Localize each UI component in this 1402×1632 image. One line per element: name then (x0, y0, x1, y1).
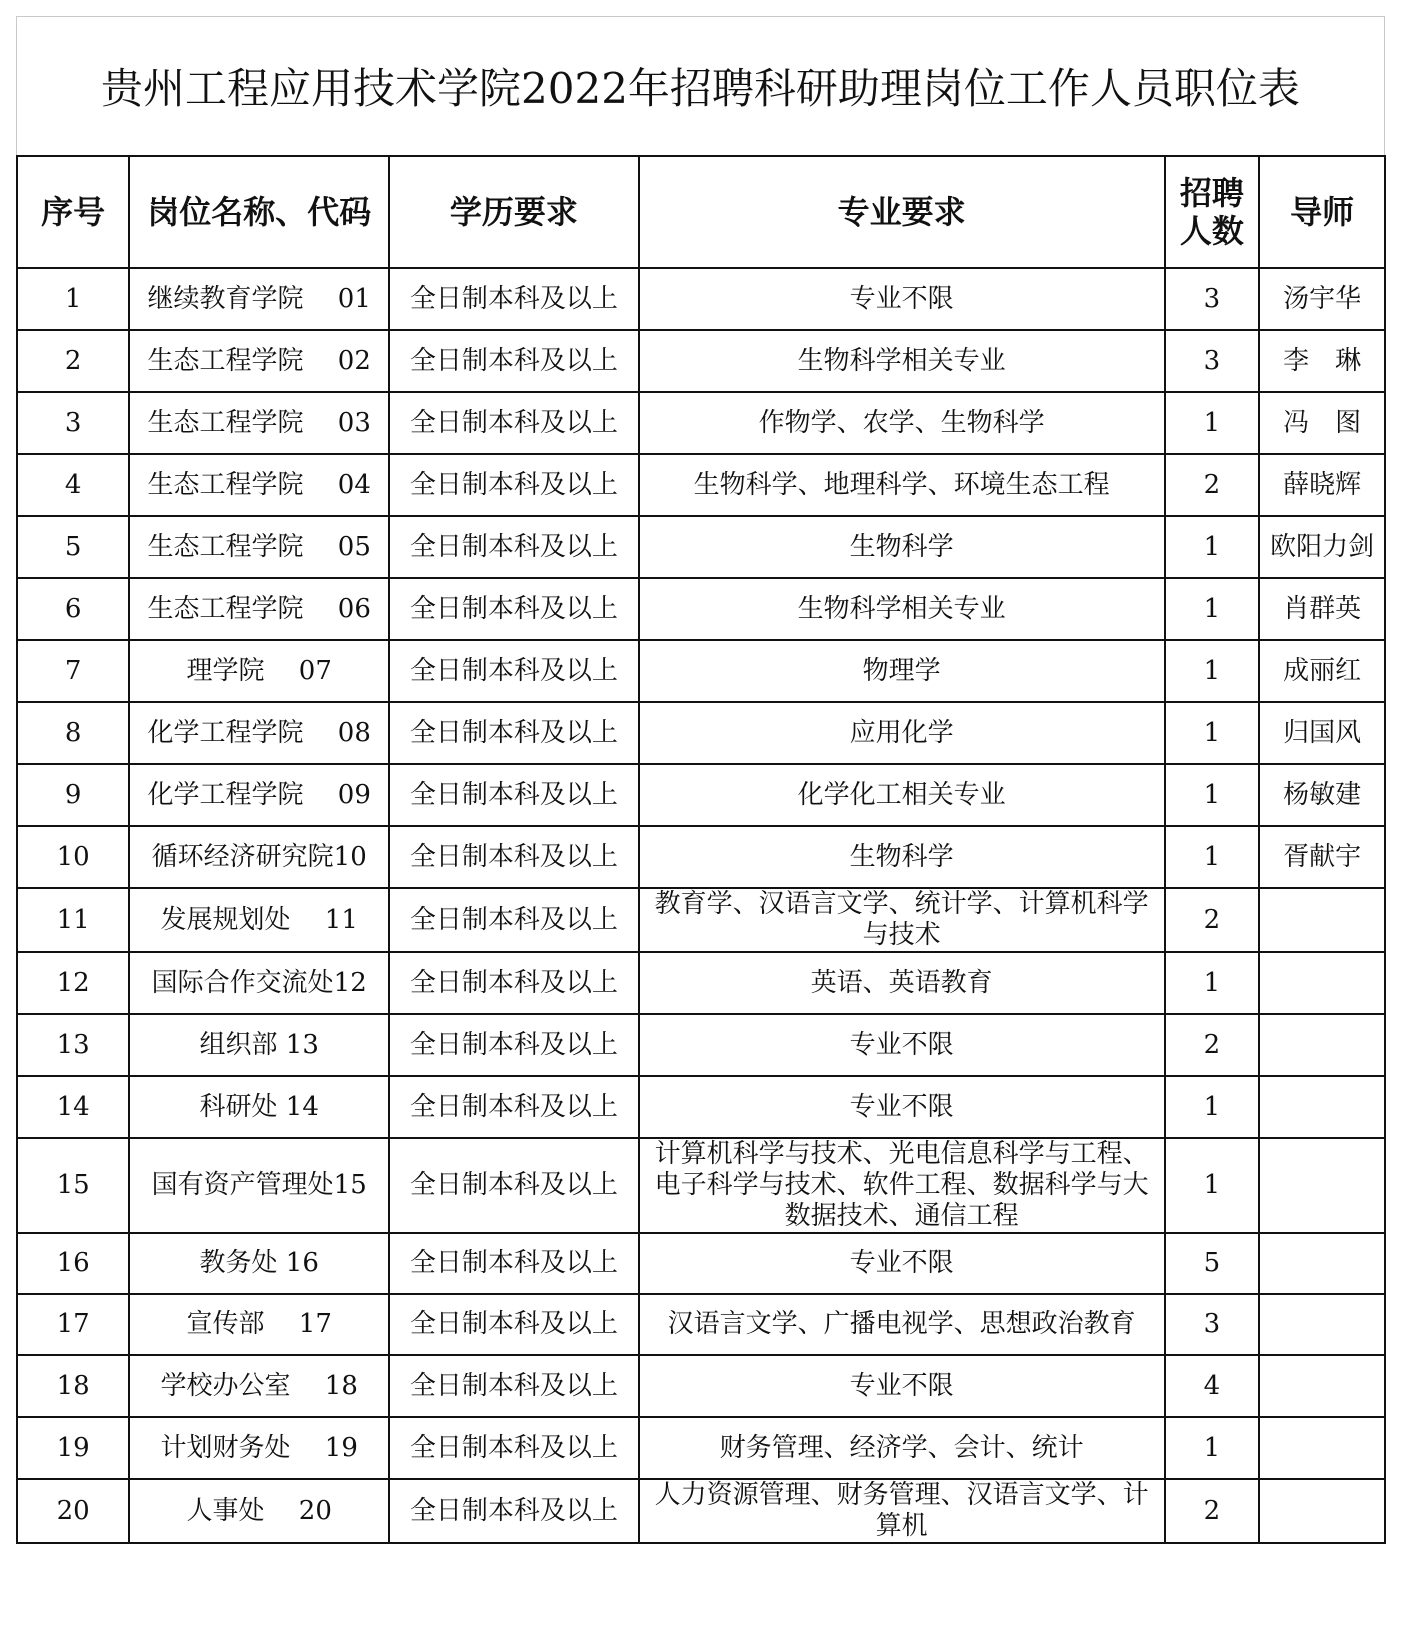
cell-post: 科研处 14 (129, 1076, 389, 1138)
header-mentor: 导师 (1259, 156, 1385, 268)
cell-mentor (1259, 1138, 1385, 1233)
cell-education: 全日制本科及以上 (389, 1014, 638, 1076)
cell-count: 5 (1165, 1233, 1260, 1294)
cell-education: 全日制本科及以上 (389, 640, 638, 702)
recruitment-sheet (16, 16, 1386, 1616)
cell-count: 1 (1165, 952, 1260, 1014)
cell-mentor: 胥献宇 (1259, 826, 1385, 888)
cell-count: 1 (1165, 516, 1260, 578)
cell-major: 教育学、汉语言文学、统计学、计算机科学与技术 (639, 888, 1165, 952)
cell-mentor: 薛晓辉 (1259, 454, 1385, 516)
cell-mentor: 归国风 (1259, 702, 1385, 764)
cell-no: 20 (17, 1479, 129, 1543)
cell-post: 生态工程学院 02 (129, 330, 389, 392)
table-row (17, 454, 1385, 516)
cell-education: 全日制本科及以上 (389, 516, 638, 578)
table-row (17, 1014, 1385, 1076)
cell-post: 生态工程学院 05 (129, 516, 389, 578)
cell-education: 全日制本科及以上 (389, 1233, 638, 1294)
cell-count: 1 (1165, 640, 1260, 702)
cell-major: 专业不限 (639, 1014, 1165, 1076)
cell-no: 16 (17, 1233, 129, 1294)
cell-mentor: 杨敏建 (1259, 764, 1385, 826)
cell-mentor (1259, 1233, 1385, 1294)
cell-no: 2 (17, 330, 129, 392)
table-row (17, 578, 1385, 640)
header-row (17, 156, 1385, 268)
cell-education: 全日制本科及以上 (389, 1479, 638, 1543)
cell-post: 组织部 13 (129, 1014, 389, 1076)
cell-post: 学校办公室 18 (129, 1355, 389, 1417)
cell-major: 生物科学 (639, 826, 1165, 888)
cell-major: 人力资源管理、财务管理、汉语言文学、计算机 (639, 1479, 1165, 1543)
table-row (17, 764, 1385, 826)
cell-no: 4 (17, 454, 129, 516)
cell-post: 化学工程学院 08 (129, 702, 389, 764)
cell-major: 汉语言文学、广播电视学、思想政治教育 (639, 1294, 1165, 1355)
cell-major: 生物科学相关专业 (639, 330, 1165, 392)
cell-major: 计算机科学与技术、光电信息科学与工程、电子科学与技术、软件工程、数据科学与大数据技术、通信工程 (639, 1138, 1165, 1233)
cell-major: 作物学、农学、生物科学 (639, 392, 1165, 454)
table-row (17, 1479, 1385, 1543)
cell-education: 全日制本科及以上 (389, 952, 638, 1014)
cell-no: 8 (17, 702, 129, 764)
cell-no: 9 (17, 764, 129, 826)
cell-major: 生物科学相关专业 (639, 578, 1165, 640)
cell-count: 1 (1165, 826, 1260, 888)
cell-count: 1 (1165, 392, 1260, 454)
cell-count: 1 (1165, 764, 1260, 826)
cell-mentor: 肖群英 (1259, 578, 1385, 640)
table-row (17, 640, 1385, 702)
cell-major: 应用化学 (639, 702, 1165, 764)
cell-no: 5 (17, 516, 129, 578)
header-count: 招聘人数 (1165, 156, 1260, 268)
cell-major: 专业不限 (639, 268, 1165, 330)
cell-count: 2 (1165, 1014, 1260, 1076)
cell-education: 全日制本科及以上 (389, 888, 638, 952)
cell-mentor (1259, 1076, 1385, 1138)
cell-education: 全日制本科及以上 (389, 454, 638, 516)
cell-major: 专业不限 (639, 1076, 1165, 1138)
cell-count: 3 (1165, 1294, 1260, 1355)
cell-post: 生态工程学院 06 (129, 578, 389, 640)
cell-education: 全日制本科及以上 (389, 330, 638, 392)
cell-major: 生物科学、地理科学、环境生态工程 (639, 454, 1165, 516)
cell-major: 生物科学 (639, 516, 1165, 578)
cell-post: 生态工程学院 04 (129, 454, 389, 516)
cell-mentor: 李 琳 (1259, 330, 1385, 392)
table-row (17, 268, 1385, 330)
cell-post: 继续教育学院 01 (129, 268, 389, 330)
cell-no: 6 (17, 578, 129, 640)
cell-no: 10 (17, 826, 129, 888)
cell-post: 发展规划处 11 (129, 888, 389, 952)
table-row (17, 392, 1385, 454)
cell-post: 计划财务处 19 (129, 1417, 389, 1479)
cell-mentor (1259, 1417, 1385, 1479)
cell-count: 1 (1165, 578, 1260, 640)
cell-education: 全日制本科及以上 (389, 268, 638, 330)
cell-no: 13 (17, 1014, 129, 1076)
cell-no: 15 (17, 1138, 129, 1233)
table-row (17, 826, 1385, 888)
cell-post: 理学院 07 (129, 640, 389, 702)
positions-table (16, 155, 1386, 1544)
cell-no: 3 (17, 392, 129, 454)
cell-education: 全日制本科及以上 (389, 1076, 638, 1138)
cell-major: 财务管理、经济学、会计、统计 (639, 1417, 1165, 1479)
table-row (17, 1076, 1385, 1138)
cell-no: 7 (17, 640, 129, 702)
table-row (17, 1233, 1385, 1294)
cell-major: 化学化工相关专业 (639, 764, 1165, 826)
table-row (17, 516, 1385, 578)
table-row (17, 952, 1385, 1014)
header-post: 岗位名称、代码 (129, 156, 389, 268)
cell-no: 18 (17, 1355, 129, 1417)
table-row (17, 1294, 1385, 1355)
cell-mentor: 汤宇华 (1259, 268, 1385, 330)
cell-count: 4 (1165, 1355, 1260, 1417)
cell-count: 1 (1165, 1076, 1260, 1138)
cell-education: 全日制本科及以上 (389, 1294, 638, 1355)
cell-education: 全日制本科及以上 (389, 578, 638, 640)
cell-count: 1 (1165, 1417, 1260, 1479)
cell-post: 生态工程学院 03 (129, 392, 389, 454)
cell-no: 19 (17, 1417, 129, 1479)
cell-mentor (1259, 888, 1385, 952)
table-row (17, 1138, 1385, 1233)
title-box (16, 16, 1385, 155)
cell-mentor (1259, 952, 1385, 1014)
cell-count: 3 (1165, 268, 1260, 330)
cell-post: 国有资产管理处15 (129, 1138, 389, 1233)
cell-post: 人事处 20 (129, 1479, 389, 1543)
cell-count: 2 (1165, 888, 1260, 952)
table-row (17, 1355, 1385, 1417)
cell-mentor (1259, 1014, 1385, 1076)
cell-mentor: 冯 图 (1259, 392, 1385, 454)
cell-mentor: 欧阳力剑 (1259, 516, 1385, 578)
cell-count: 2 (1165, 454, 1260, 516)
cell-mentor (1259, 1294, 1385, 1355)
cell-education: 全日制本科及以上 (389, 392, 638, 454)
cell-mentor (1259, 1355, 1385, 1417)
cell-major: 专业不限 (639, 1355, 1165, 1417)
cell-mentor (1259, 1479, 1385, 1543)
cell-post: 教务处 16 (129, 1233, 389, 1294)
header-major: 专业要求 (639, 156, 1165, 268)
cell-education: 全日制本科及以上 (389, 1417, 638, 1479)
cell-count: 3 (1165, 330, 1260, 392)
cell-education: 全日制本科及以上 (389, 702, 638, 764)
header-education: 学历要求 (389, 156, 638, 268)
cell-no: 17 (17, 1294, 129, 1355)
cell-education: 全日制本科及以上 (389, 826, 638, 888)
cell-major: 专业不限 (639, 1233, 1165, 1294)
cell-post: 国际合作交流处12 (129, 952, 389, 1014)
cell-post: 循环经济研究院10 (129, 826, 389, 888)
page-title: 贵州工程应用技术学院2022年招聘科研助理岗位工作人员职位表 (101, 64, 1300, 113)
cell-post: 宣传部 17 (129, 1294, 389, 1355)
cell-mentor: 成丽红 (1259, 640, 1385, 702)
cell-no: 11 (17, 888, 129, 952)
cell-major: 物理学 (639, 640, 1165, 702)
cell-education: 全日制本科及以上 (389, 1138, 638, 1233)
cell-no: 1 (17, 268, 129, 330)
table-row (17, 888, 1385, 952)
cell-count: 1 (1165, 1138, 1260, 1233)
table-row (17, 330, 1385, 392)
table-row (17, 702, 1385, 764)
cell-count: 1 (1165, 702, 1260, 764)
cell-no: 12 (17, 952, 129, 1014)
table-row (17, 1417, 1385, 1479)
cell-major: 英语、英语教育 (639, 952, 1165, 1014)
cell-education: 全日制本科及以上 (389, 1355, 638, 1417)
cell-education: 全日制本科及以上 (389, 764, 638, 826)
cell-post: 化学工程学院 09 (129, 764, 389, 826)
cell-no: 14 (17, 1076, 129, 1138)
cell-count: 2 (1165, 1479, 1260, 1543)
header-no: 序号 (17, 156, 129, 268)
